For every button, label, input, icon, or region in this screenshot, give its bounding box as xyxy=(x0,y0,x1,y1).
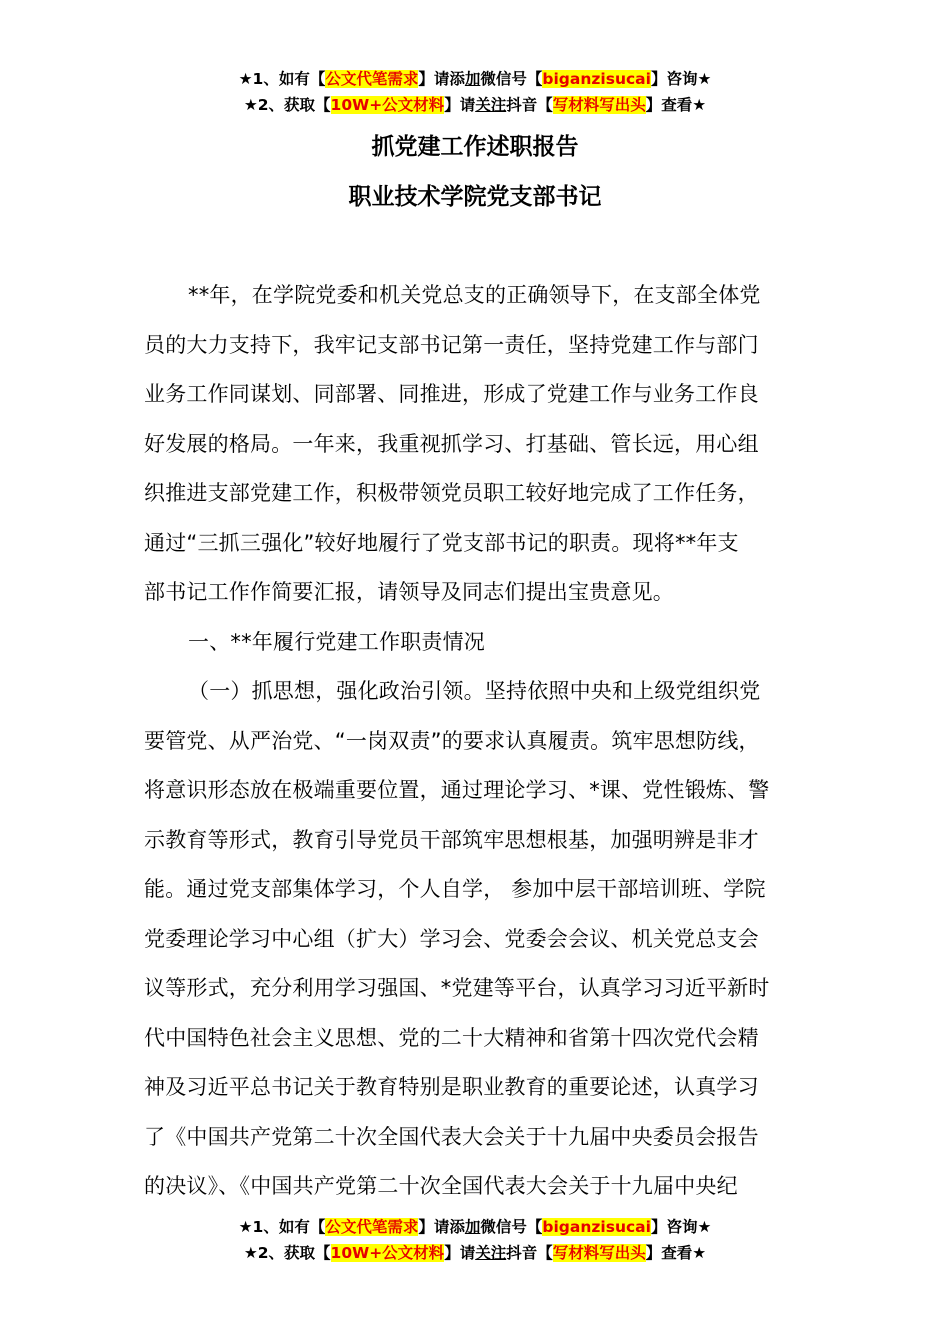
body-line: 党委理论学习中心组（扩大）学习会、党委会会议、机关党总支会 xyxy=(144,926,759,951)
body-line: 部书记工作作简要汇报，请领导及同志们提出宝贵意见。 xyxy=(144,580,674,604)
promo-underlined: 加 xyxy=(464,70,481,88)
body-line: 织推进支部党建工作，积极带领党员职工较好地完成了工作任务， xyxy=(144,481,759,505)
body-line: **年，在学院党委和机关党总支的正确领导下，在支部全体党 xyxy=(188,283,761,307)
promo-line-1 xyxy=(0,1214,950,1240)
footer-promo-banner xyxy=(0,1214,950,1266)
promo-text: ★1、如有【 xyxy=(238,1218,326,1236)
body-line: 能。通过党支部集体学习，个人自学， 参加中层干部培训班、学院 xyxy=(144,877,766,901)
body-line: 了《中国共产党第二十次全国代表大会关于十九届中央委员会报告 xyxy=(144,1124,759,1149)
body-line: （一）抓思想，强化政治引领。坚持依照中央和上级党组织党 xyxy=(188,679,761,703)
promo-highlight: 10W+公文材料 xyxy=(330,96,445,114)
promo-text: 】咨询★ xyxy=(650,70,712,88)
body-line: 员的大力支持下，我牢记支部书记第一责任，坚持党建工作与部门 xyxy=(144,332,759,357)
promo-underlined: 关注 xyxy=(475,1244,507,1262)
body-line: 好发展的格局。一年来，我重视抓学习、打基础、管长远，用心组 xyxy=(144,431,759,456)
promo-line-2 xyxy=(0,1240,950,1266)
promo-underlined: 加 xyxy=(464,1218,481,1236)
promo-line-1 xyxy=(0,66,950,92)
promo-text: ★2、获取【 xyxy=(243,96,331,114)
body-line: 议等形式，充分利用学习强国、*党建等平台，认真学习习近平新时 xyxy=(144,976,770,1000)
promo-text: 】查看★ xyxy=(645,1244,707,1262)
promo-line-2 xyxy=(0,92,950,118)
promo-text: 抖音【 xyxy=(506,96,553,114)
document-body xyxy=(144,275,824,1216)
promo-wechat-id: biganzisucai xyxy=(542,70,651,88)
promo-text: 】请 xyxy=(444,1244,476,1262)
promo-text: 微信号【 xyxy=(480,70,543,88)
section-heading: 一、**年履行党建工作职责情况 xyxy=(188,629,485,654)
body-line: 将意识形态放在极端重要位置，通过理论学习、*课、党性锻炼、警 xyxy=(144,778,770,802)
body-line: 业务工作同谋划、同部署、同推进，形成了党建工作与业务工作良 xyxy=(144,382,759,406)
body-line: 要管党、从严治党、“一岗双责”的要求认真履责。筑牢思想防线， xyxy=(144,728,760,753)
promo-text: 微信号【 xyxy=(480,1218,543,1236)
body-line: 的决议》、《中国共产党第二十次全国代表大会关于十九届中央纪 xyxy=(144,1174,738,1198)
body-line: 代中国特色社会主义思想、党的二十大精神和省第十四次党代会精 xyxy=(144,1025,759,1050)
promo-text: ★1、如有【 xyxy=(238,70,326,88)
promo-highlight: 公文代笔需求 xyxy=(325,70,419,88)
promo-text: 】请添 xyxy=(418,70,465,88)
promo-douyin-id: 写材料写出头 xyxy=(552,96,646,114)
promo-douyin-id: 写材料写出头 xyxy=(552,1244,646,1262)
header-promo-banner xyxy=(0,66,950,118)
body-line: 示教育等形式，教育引导党员干部筑牢思想根基，加强明辨是非才 xyxy=(144,827,759,852)
promo-text: 抖音【 xyxy=(506,1244,553,1262)
promo-underlined: 关注 xyxy=(475,96,507,114)
promo-wechat-id: biganzisucai xyxy=(542,1218,651,1236)
body-line: 通过“三抓三强化”较好地履行了党支部书记的职责。现将**年支 xyxy=(144,530,739,555)
body-line: 神及习近平总书记关于教育特别是职业教育的重要论述，认真学习 xyxy=(144,1075,759,1099)
promo-highlight: 10W+公文材料 xyxy=(330,1244,445,1262)
promo-text: 】查看★ xyxy=(645,96,707,114)
document-subtitle: 职业技术学院党支部书记 xyxy=(348,184,602,210)
document-title: 抓党建工作述职报告 xyxy=(371,134,579,160)
promo-text: 】咨询★ xyxy=(650,1218,712,1236)
promo-text: ★2、获取【 xyxy=(243,1244,331,1262)
promo-text: 】请 xyxy=(444,96,476,114)
promo-highlight: 公文代笔需求 xyxy=(325,1218,419,1236)
promo-text: 】请添 xyxy=(418,1218,465,1236)
